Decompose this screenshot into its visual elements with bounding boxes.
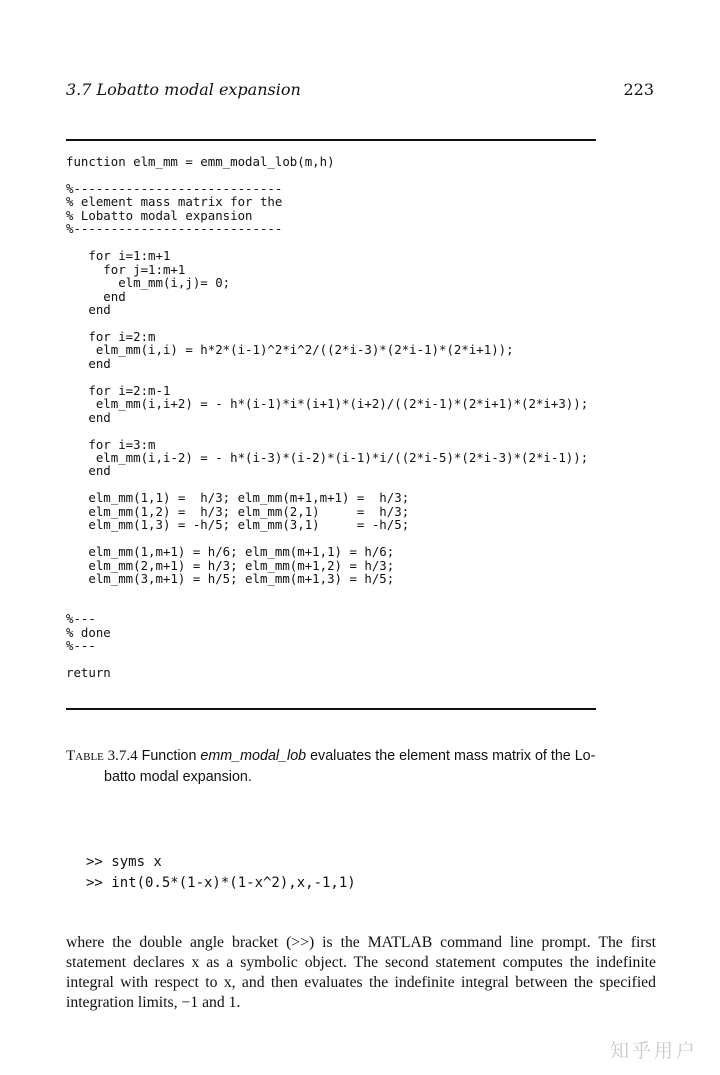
body-text xyxy=(66,933,656,1013)
body-paragraph: where the double angle bracket (>>) is the MATLAB command line prompt. The first statement declares x as a symbolic object. The second statement computes the indefinite integral with respect to x, and then evaluates the indefinite integral between the specified integration limits, −1 and 1. xyxy=(66,934,656,1011)
section-title: 3.7 Lobatto modal expansion xyxy=(66,80,301,99)
caption-continuation: batto modal expansion. xyxy=(104,769,252,785)
caption-label: Table 3.7.4 xyxy=(66,748,138,764)
table-bottom-rule xyxy=(66,708,596,710)
caption-text-after: evaluates the element mass matrix of the Lo- xyxy=(306,748,596,764)
watermark: 知乎用户 xyxy=(609,1040,698,1062)
matlab-code-listing: function elm_mm = emm_modal_lob(m,h) %---------------------------- % element mass matrix for the % Lobatto modal expansion %---------------------------- for i=1:m+1 for j=1:m+1 elm_mm(i,j)= 0; end end for i=2:m elm_mm(i,i) = h*2*(i-1)^2*i^2/((2*i-3)*(2*i-1)*(2*i+1)); end for i=2:m-1 elm_mm(i,i+2) = - h*(i-1)*i*(i+1)*(i+2)/((2*i-1)*(2*i+1)*(2*i+3)); end for i=3:m elm_mm(i,i-2) = - h*(i-3)*(i-2)*(i-1)*i/((2*i-5)*(2*i-3)*(2*i-1)); end elm_mm(1,1) = h/3; elm_mm(m+1,m+1) = h/3; elm_mm(1,2) = h/3; elm_mm(2,1) = h/3; elm_mm(1,3) = -h/5; elm_mm(3,1) = -h/5; elm_mm(1,m+1) = h/6; elm_mm(m+1,1) = h/6; elm_mm(2,m+1) = h/3; elm_mm(m+1,2) = h/3; elm_mm(3,m+1) = h/5; elm_mm(m+1,3) = h/5; %--- % done %--- return xyxy=(66,154,589,681)
table-top-rule xyxy=(66,139,596,141)
caption-text-before: Function xyxy=(137,748,201,764)
page-number: 223 xyxy=(623,80,654,99)
matlab-console-listing: >> syms x >> int(0.5*(1-x)*(1-x^2),x,-1,1) xyxy=(86,854,356,891)
running-head xyxy=(66,80,656,102)
table-caption xyxy=(66,746,658,788)
caption-function-name: emm_modal_lob xyxy=(200,748,307,764)
